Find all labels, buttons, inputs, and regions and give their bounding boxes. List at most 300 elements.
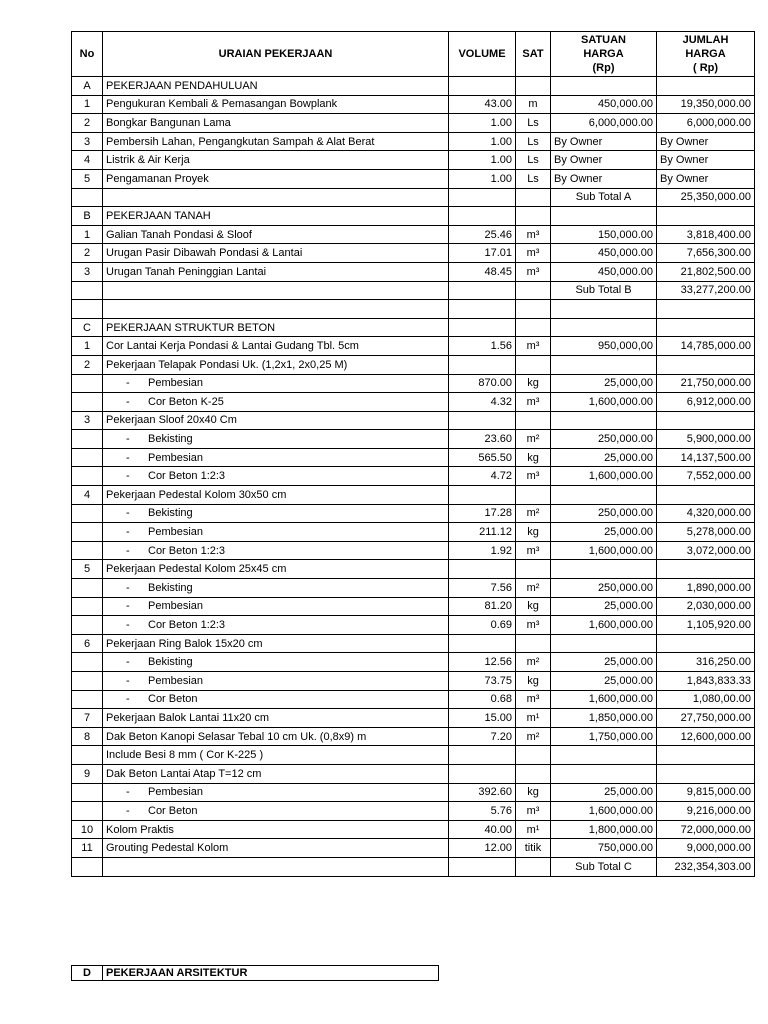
empty-cell	[551, 764, 657, 783]
row-description	[103, 783, 449, 802]
empty-cell	[449, 764, 516, 783]
sub-item-label: Pembesian	[148, 674, 204, 687]
row-unit-price: 25,000.00	[551, 653, 657, 672]
header-jumlah-harga-line: ( Rp)	[692, 62, 719, 74]
row-unit-price: 1,750,000.00	[551, 727, 657, 746]
row-unit-price: By Owner	[551, 151, 657, 170]
row-description	[103, 393, 449, 412]
sub-item-row	[72, 690, 755, 709]
empty-cell	[516, 746, 551, 765]
row-total: 12,600,000.00	[657, 727, 755, 746]
row-total: 9,216,000.00	[657, 802, 755, 821]
section-row	[72, 77, 755, 96]
row-no: 4	[72, 486, 103, 505]
row-description: Pengamanan Proyek	[103, 169, 449, 188]
row-no: 3	[72, 132, 103, 151]
row-unit-price: 450,000.00	[551, 262, 657, 281]
row-description: Urugan Pasir Dibawah Pondasi & Lantai	[103, 244, 449, 263]
row-volume: 23.60	[449, 430, 516, 449]
row-no: 7	[72, 709, 103, 728]
empty-cell	[551, 411, 657, 430]
row-total: 4,320,000.00	[657, 504, 755, 523]
row-description: Urugan Tanah Peninggian Lantai	[103, 262, 449, 281]
header-jumlah-harga-line: HARGA	[685, 48, 726, 60]
row-unit: kg	[516, 597, 551, 616]
row-no	[72, 393, 103, 412]
empty-cell	[551, 77, 657, 96]
row-unit-price: 25,000.00	[551, 783, 657, 802]
row-unit-price: 1,600,000.00	[551, 616, 657, 635]
row-unit-price: 750,000.00	[551, 839, 657, 858]
row-unit: m³	[516, 225, 551, 244]
row-total: 9,000,000.00	[657, 839, 755, 858]
row-no	[72, 597, 103, 616]
row-unit: Ls	[516, 114, 551, 133]
sub-item-label: Bekisting	[148, 507, 193, 520]
table-row	[72, 820, 755, 839]
subtotal-label: Sub Total B	[551, 281, 657, 300]
row-volume: 211.12	[449, 523, 516, 542]
row-no	[72, 802, 103, 821]
empty-cell	[449, 355, 516, 374]
row-description	[103, 653, 449, 672]
row-unit: m³	[516, 616, 551, 635]
row-no: 8	[72, 727, 103, 746]
group-row	[72, 560, 755, 579]
row-total: By Owner	[657, 151, 755, 170]
row-volume: 1.00	[449, 151, 516, 170]
row-description	[103, 448, 449, 467]
section-row	[72, 207, 755, 226]
row-no: 1	[72, 225, 103, 244]
empty-cell	[551, 560, 657, 579]
empty-cell	[516, 634, 551, 653]
group-row	[72, 355, 755, 374]
section-row	[72, 318, 755, 337]
row-description: Dak Beton Lantai Atap T=12 cm	[103, 764, 449, 783]
row-volume: 17.01	[449, 244, 516, 263]
row-description: Include Besi 8 mm ( Cor K-225 )	[103, 746, 449, 765]
row-unit-price: 25,000.00	[551, 672, 657, 691]
row-total: 1,080,00.00	[657, 690, 755, 709]
row-total: 1,843,833.33	[657, 672, 755, 691]
row-unit-price: 25,000,00	[551, 374, 657, 393]
row-no: 2	[72, 355, 103, 374]
row-unit: m³	[516, 337, 551, 356]
empty-cell	[103, 300, 449, 319]
bullet-dash: -	[126, 693, 130, 706]
empty-cell	[103, 281, 449, 300]
header-uraian: URAIAN PEKERJAAN	[103, 32, 449, 77]
row-total: 2,030,000.00	[657, 597, 755, 616]
bullet-dash: -	[126, 619, 130, 632]
section-title: PEKERJAAN ARSITEKTUR	[103, 966, 439, 981]
row-total: 19,350,000.00	[657, 95, 755, 114]
row-unit: m³	[516, 467, 551, 486]
empty-cell	[449, 486, 516, 505]
row-volume: 870.00	[449, 374, 516, 393]
empty-cell	[551, 486, 657, 505]
subtotal-row	[72, 188, 755, 207]
row-volume: 15.00	[449, 709, 516, 728]
row-unit: titik	[516, 839, 551, 858]
group-row	[72, 486, 755, 505]
row-total: 21,750,000.00	[657, 374, 755, 393]
row-total: 27,750,000.00	[657, 709, 755, 728]
empty-cell	[657, 318, 755, 337]
row-no	[72, 541, 103, 560]
group-row	[72, 634, 755, 653]
empty-cell	[72, 300, 103, 319]
row-unit-price: By Owner	[551, 169, 657, 188]
row-unit-price: 6,000,000.00	[551, 114, 657, 133]
sub-item-label: Bekisting	[148, 581, 193, 594]
empty-cell	[657, 486, 755, 505]
subtotal-value: 232,354,303.00	[657, 857, 755, 876]
row-description	[103, 579, 449, 598]
row-volume: 5.76	[449, 802, 516, 821]
empty-cell	[657, 77, 755, 96]
empty-cell	[449, 634, 516, 653]
row-unit-price: 25,000.00	[551, 597, 657, 616]
section-no: D	[72, 966, 103, 981]
row-unit: m	[516, 95, 551, 114]
sub-item-row	[72, 579, 755, 598]
row-description: Pekerjaan Balok Lantai 11x20 cm	[103, 709, 449, 728]
empty-cell	[516, 857, 551, 876]
table-row	[72, 262, 755, 281]
row-unit-price: By Owner	[551, 132, 657, 151]
empty-cell	[657, 411, 755, 430]
row-description	[103, 430, 449, 449]
row-volume: 7.56	[449, 579, 516, 598]
row-volume: 12.56	[449, 653, 516, 672]
row-description	[103, 523, 449, 542]
row-total: 72,000,000.00	[657, 820, 755, 839]
empty-cell	[449, 318, 516, 337]
row-no	[72, 616, 103, 635]
row-volume: 73.75	[449, 672, 516, 691]
table-row	[72, 225, 755, 244]
sub-item-label: Cor Beton	[148, 804, 198, 817]
row-unit: m²	[516, 653, 551, 672]
row-volume: 25.46	[449, 225, 516, 244]
row-description	[103, 374, 449, 393]
row-description	[103, 597, 449, 616]
empty-cell	[516, 560, 551, 579]
empty-cell	[657, 634, 755, 653]
empty-cell	[551, 318, 657, 337]
empty-cell	[449, 857, 516, 876]
subtotal-label: Sub Total A	[551, 188, 657, 207]
blank-row	[72, 300, 755, 319]
row-unit-price: 1,800,000.00	[551, 820, 657, 839]
sub-item-label: Pembesian	[148, 786, 204, 799]
empty-cell	[657, 355, 755, 374]
row-unit: m³	[516, 690, 551, 709]
header-satuan-harga-line: (Rp)	[592, 62, 615, 74]
sub-item-row	[72, 393, 755, 412]
row-total: 3,072,000.00	[657, 541, 755, 560]
sub-item-label: Bekisting	[148, 656, 193, 669]
row-no: 5	[72, 169, 103, 188]
sub-item-row	[72, 374, 755, 393]
bullet-dash: -	[126, 395, 130, 408]
bullet-dash: -	[126, 451, 130, 464]
row-unit: m³	[516, 541, 551, 560]
subtotal-row	[72, 281, 755, 300]
bullet-dash: -	[126, 804, 130, 817]
empty-cell	[516, 764, 551, 783]
row-description	[103, 672, 449, 691]
empty-cell	[449, 188, 516, 207]
empty-cell	[551, 634, 657, 653]
row-unit-price: 250,000.00	[551, 504, 657, 523]
table-row	[72, 132, 755, 151]
row-total: 6,000,000.00	[657, 114, 755, 133]
row-volume: 1.00	[449, 169, 516, 188]
empty-cell	[449, 560, 516, 579]
table-row	[72, 337, 755, 356]
row-description: Galian Tanah Pondasi & Sloof	[103, 225, 449, 244]
empty-cell	[551, 300, 657, 319]
bullet-dash: -	[126, 544, 130, 557]
row-no: B	[72, 207, 103, 226]
subtotal-value: 33,277,200.00	[657, 281, 755, 300]
row-description	[103, 616, 449, 635]
row-description: Listrik & Air Kerja	[103, 151, 449, 170]
subtotal-value: 25,350,000.00	[657, 188, 755, 207]
row-description: Pekerjaan Pedestal Kolom 25x45 cm	[103, 560, 449, 579]
row-unit: m¹	[516, 820, 551, 839]
row-unit-price: 1,600,000.00	[551, 690, 657, 709]
row-no	[72, 467, 103, 486]
row-no: 4	[72, 151, 103, 170]
boq-body	[72, 77, 755, 877]
sub-item-label: Cor Beton K-25	[148, 395, 224, 408]
row-volume: 0.69	[449, 616, 516, 635]
row-total: 1,105,920.00	[657, 616, 755, 635]
row-no: 3	[72, 262, 103, 281]
row-no: A	[72, 77, 103, 96]
row-volume: 40.00	[449, 820, 516, 839]
row-unit-price: 1,600,000.00	[551, 467, 657, 486]
row-description: Pembersih Lahan, Pengangkutan Sampah & Alat Berat	[103, 132, 449, 151]
row-volume: 1.00	[449, 114, 516, 133]
row-no	[72, 448, 103, 467]
empty-cell	[657, 746, 755, 765]
bullet-dash: -	[126, 786, 130, 799]
row-total: 5,900,000.00	[657, 430, 755, 449]
header-satuan-harga-line: SATUAN	[580, 34, 626, 46]
table-row	[72, 727, 755, 746]
row-total: 14,785,000.00	[657, 337, 755, 356]
row-unit: kg	[516, 448, 551, 467]
sub-item-label: Cor Beton	[148, 693, 198, 706]
row-total: 6,912,000.00	[657, 393, 755, 412]
subtotal-label: Sub Total C	[551, 857, 657, 876]
row-description	[103, 802, 449, 821]
sub-item-row	[72, 467, 755, 486]
row-unit-price: 1,600,000.00	[551, 802, 657, 821]
row-total: 21,802,500.00	[657, 262, 755, 281]
bullet-dash: -	[126, 600, 130, 613]
row-unit-price: 950,000,00	[551, 337, 657, 356]
row-unit: Ls	[516, 169, 551, 188]
row-volume: 1.56	[449, 337, 516, 356]
empty-cell	[72, 857, 103, 876]
row-no	[72, 672, 103, 691]
row-description: Pekerjaan Telapak Pondasi Uk. (1,2x1, 2x0,25 M)	[103, 355, 449, 374]
row-description: Bongkar Bangunan Lama	[103, 114, 449, 133]
sub-item-row	[72, 597, 755, 616]
row-volume: 1.92	[449, 541, 516, 560]
row-unit: kg	[516, 783, 551, 802]
row-unit-price: 450,000.00	[551, 95, 657, 114]
empty-cell	[516, 188, 551, 207]
empty-cell	[657, 207, 755, 226]
bullet-dash: -	[126, 674, 130, 687]
empty-cell	[516, 77, 551, 96]
row-total: 9,815,000.00	[657, 783, 755, 802]
row-description: Dak Beton Kanopi Selasar Tebal 10 cm Uk. (0,8x9) m	[103, 727, 449, 746]
sub-item-row	[72, 653, 755, 672]
sub-item-label: Pembesian	[148, 451, 204, 464]
row-total: By Owner	[657, 132, 755, 151]
row-description	[103, 467, 449, 486]
row-unit-price: 1,850,000.00	[551, 709, 657, 728]
empty-cell	[516, 207, 551, 226]
sub-item-row	[72, 523, 755, 542]
sub-item-label: Bekisting	[148, 433, 193, 446]
row-volume: 4.32	[449, 393, 516, 412]
sub-item-row	[72, 802, 755, 821]
section-title: PEKERJAAN STRUKTUR BETON	[103, 318, 449, 337]
table-row	[72, 839, 755, 858]
row-no: 1	[72, 337, 103, 356]
row-volume: 43.00	[449, 95, 516, 114]
empty-cell	[72, 281, 103, 300]
row-volume: 81.20	[449, 597, 516, 616]
row-total: 3,818,400.00	[657, 225, 755, 244]
row-no: 2	[72, 244, 103, 263]
bullet-dash: -	[126, 581, 130, 594]
table-row	[72, 114, 755, 133]
bullet-dash: -	[126, 377, 130, 390]
table-row	[72, 95, 755, 114]
empty-cell	[516, 318, 551, 337]
row-no	[72, 374, 103, 393]
row-volume: 392.60	[449, 783, 516, 802]
empty-cell	[657, 560, 755, 579]
row-no: 11	[72, 839, 103, 858]
row-volume: 4.72	[449, 467, 516, 486]
row-unit: m³	[516, 393, 551, 412]
row-volume: 17.28	[449, 504, 516, 523]
sub-item-label: Cor Beton 1:2:3	[148, 544, 226, 557]
row-no: 5	[72, 560, 103, 579]
sub-item-label: Pembesian	[148, 600, 204, 613]
empty-cell	[449, 77, 516, 96]
header-volume: VOLUME	[449, 32, 516, 77]
row-no	[72, 783, 103, 802]
row-volume: 0.68	[449, 690, 516, 709]
row-volume: 565.50	[449, 448, 516, 467]
empty-cell	[551, 355, 657, 374]
row-unit: Ls	[516, 151, 551, 170]
row-description: Pekerjaan Sloof 20x40 Cm	[103, 411, 449, 430]
bullet-dash: -	[126, 526, 130, 539]
row-unit-price: 25,000.00	[551, 523, 657, 542]
row-volume: 12.00	[449, 839, 516, 858]
row-total: 7,656,300.00	[657, 244, 755, 263]
sub-item-row	[72, 672, 755, 691]
row-unit: m³	[516, 244, 551, 263]
row-description: Grouting Pedestal Kolom	[103, 839, 449, 858]
row-unit-price: 250,000.00	[551, 430, 657, 449]
row-description: Kolom Praktis	[103, 820, 449, 839]
row-description	[103, 504, 449, 523]
sub-item-row	[72, 541, 755, 560]
sub-item-label: Pembesian	[148, 526, 204, 539]
row-unit-price: 1,600,000.00	[551, 393, 657, 412]
empty-cell	[516, 411, 551, 430]
row-total: 1,890,000.00	[657, 579, 755, 598]
row-description: Pekerjaan Ring Balok 15x20 cm	[103, 634, 449, 653]
row-no	[72, 746, 103, 765]
row-unit: m³	[516, 802, 551, 821]
empty-cell	[103, 188, 449, 207]
sub-item-label: Cor Beton 1:2:3	[148, 470, 226, 483]
header-row	[72, 32, 755, 77]
header-satuan-harga-line: HARGA	[583, 48, 624, 60]
group-row	[72, 764, 755, 783]
row-description: Pekerjaan Pedestal Kolom 30x50 cm	[103, 486, 449, 505]
table-row	[72, 151, 755, 170]
row-no	[72, 653, 103, 672]
row-unit: m³	[516, 262, 551, 281]
bullet-dash: -	[126, 507, 130, 520]
row-unit: kg	[516, 672, 551, 691]
empty-cell	[449, 300, 516, 319]
row-unit: Ls	[516, 132, 551, 151]
empty-cell	[551, 207, 657, 226]
row-unit: kg	[516, 523, 551, 542]
header-satuan-harga	[551, 32, 657, 77]
row-no: 9	[72, 764, 103, 783]
sub-item-row	[72, 616, 755, 635]
row-no: 10	[72, 820, 103, 839]
boq-table	[71, 31, 755, 877]
empty-cell	[103, 857, 449, 876]
header-sat: SAT	[516, 32, 551, 77]
section-title: PEKERJAAN PENDAHULUAN	[103, 77, 449, 96]
row-total: 316,250.00	[657, 653, 755, 672]
empty-cell	[516, 486, 551, 505]
empty-cell	[449, 746, 516, 765]
row-no	[72, 579, 103, 598]
row-volume: 7.20	[449, 727, 516, 746]
row-unit-price: 450,000.00	[551, 244, 657, 263]
row-unit-price: 1,600,000.00	[551, 541, 657, 560]
row-no	[72, 504, 103, 523]
bullet-dash: -	[126, 433, 130, 446]
row-no: 2	[72, 114, 103, 133]
empty-cell	[72, 188, 103, 207]
row-description	[103, 690, 449, 709]
row-unit: m²	[516, 579, 551, 598]
row-volume: 1.00	[449, 132, 516, 151]
